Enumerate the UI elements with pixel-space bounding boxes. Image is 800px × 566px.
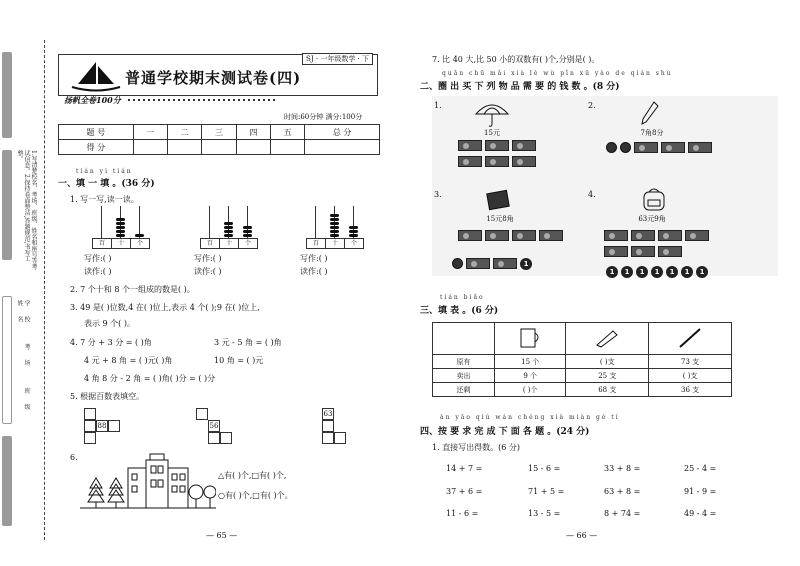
calc-item[interactable]: 14 + 7 = <box>446 464 483 473</box>
toothpaste-icon <box>593 327 621 349</box>
money-row <box>452 258 532 270</box>
q5: 5. 根据百数表填空。 <box>70 392 145 401</box>
bill-note[interactable] <box>539 230 563 241</box>
money-row <box>604 246 682 257</box>
bill-note[interactable] <box>634 142 658 153</box>
bill-note[interactable] <box>458 230 482 241</box>
q6: 6. <box>70 453 78 462</box>
q1: 1. 写一写,读一读。 <box>70 195 139 204</box>
score-label: 得 分 <box>59 140 134 155</box>
coin[interactable] <box>606 142 617 153</box>
calc-item[interactable]: 71 + 5 = <box>528 487 565 496</box>
calc-item[interactable]: 8 + 74 = <box>604 509 641 518</box>
page-title: 普通学校期末测试卷(四) <box>125 69 302 87</box>
bill-note[interactable] <box>512 140 536 151</box>
bill-note[interactable] <box>658 246 682 257</box>
side-tab-info <box>2 296 12 424</box>
page-number-right: — 66 — <box>566 531 598 540</box>
calc-item[interactable]: 13 - 5 = <box>528 509 561 518</box>
grid-cell[interactable] <box>84 420 96 432</box>
money-row <box>606 142 712 153</box>
backpack-icon <box>640 186 668 212</box>
bill-note[interactable] <box>685 230 709 241</box>
side-tab-bottom <box>2 436 12 526</box>
q6-text1: △有( )个,□有( )个, <box>218 471 287 480</box>
row-label: 卖出 <box>433 369 495 383</box>
q4-line2a: 4 元 + 8 角 = ( )元( )角 <box>84 356 173 365</box>
grid-cell[interactable] <box>196 408 208 420</box>
money-row <box>604 230 709 241</box>
coin[interactable]: 1 <box>681 266 693 278</box>
calculator-icon <box>484 188 512 212</box>
calc-item[interactable]: 63 + 8 = <box>604 487 641 496</box>
cup-icon <box>518 327 542 349</box>
write-answer[interactable]: 写作:( ) <box>84 254 112 263</box>
write-answer[interactable]: 写作:( ) <box>194 254 222 263</box>
score-header: 五 <box>270 125 304 140</box>
side-tab-middle <box>2 150 12 260</box>
grid-cell[interactable] <box>220 432 232 444</box>
grid-cell: 63 <box>323 410 333 418</box>
score-cell[interactable] <box>305 140 380 155</box>
abacus: 百 十 个 <box>200 206 258 250</box>
coin[interactable]: 1 <box>651 266 663 278</box>
bill-note[interactable] <box>661 142 685 153</box>
table-cell[interactable]: ( )支 <box>649 369 732 383</box>
grid-cell[interactable] <box>334 432 346 444</box>
q4-line1b: 3 元 - 5 角 = ( )角 <box>214 338 282 347</box>
dot-divider <box>128 99 276 101</box>
side-tab-top <box>2 52 12 138</box>
sec4-pinyin: àn yāo qiú wán chéng xià miàn gè tí <box>440 414 620 421</box>
item-price: 7角8分 <box>640 129 664 137</box>
sec2-title: 二、圈 出 买 下 列 物 品 需 要 的 钱 数 。(8 分) <box>420 82 620 92</box>
q4-line1a: 4. 7 分 + 3 分 = ( )角 <box>70 338 152 347</box>
calc-item[interactable]: 49 - 4 = <box>684 509 717 518</box>
coin[interactable]: 1 <box>636 266 648 278</box>
abacus: 百 十 个 <box>92 206 150 250</box>
brand-logo: 扬帆全卷100分 <box>64 95 121 105</box>
table-cell[interactable]: ( )个 <box>495 383 566 397</box>
q2: 2. 7 个十和 8 个一组成的数是( )。 <box>70 285 195 294</box>
table-cell[interactable]: ( )支 <box>566 355 649 369</box>
item-price: 63元9角 <box>638 215 666 223</box>
bill-note[interactable] <box>485 140 509 151</box>
table-cell: 25 支 <box>566 369 649 383</box>
score-header: 一 <box>133 125 167 140</box>
sec3-title: 三、填 表 。(6 分) <box>420 306 499 316</box>
grid-cell: 56 <box>209 422 219 430</box>
score-cell[interactable] <box>236 140 270 155</box>
q6-text2: ○有( )个,□有( )个。 <box>218 491 293 500</box>
bill-note[interactable] <box>485 230 509 241</box>
bill-note[interactable] <box>458 140 482 151</box>
bill-note[interactable] <box>466 258 490 269</box>
row-label: 还剩 <box>433 383 495 397</box>
bill-note[interactable] <box>604 246 628 257</box>
sec3-pinyin: tián biǎo <box>440 294 485 301</box>
grid-cell[interactable] <box>322 420 334 432</box>
q4-line3: 4 角 8 分 - 2 角 = ( )角( )分 = ( )分 <box>84 374 216 383</box>
money-row <box>458 156 536 167</box>
coin[interactable]: 1 <box>606 266 618 278</box>
sec1-title: 一、填 一 填 。(36 分) <box>58 179 155 189</box>
coin[interactable]: 1 <box>666 266 678 278</box>
sec1-pinyin: tián yi tián <box>76 168 133 175</box>
item-price: 15元8角 <box>486 215 514 223</box>
money-row <box>458 140 536 151</box>
bill-note[interactable] <box>604 230 628 241</box>
score-header: 四 <box>236 125 270 140</box>
item-number: 3. <box>434 190 442 199</box>
score-header: 三 <box>202 125 236 140</box>
sec2-pinyin: quān chū mǎi xià lè wù pǐn xū yào de qián shù <box>442 70 673 77</box>
read-answer[interactable]: 读作:( ) <box>300 267 328 276</box>
money-row <box>606 266 708 278</box>
item-price: 15元 <box>484 129 500 137</box>
grid-cell[interactable] <box>84 408 96 420</box>
pen-icon <box>676 327 704 349</box>
time-info: 时间:60分钟 满分:100分 <box>284 113 363 121</box>
bill-note[interactable] <box>688 142 712 153</box>
score-header: 题 号 <box>59 125 134 140</box>
item-number: 4. <box>588 190 596 199</box>
calc-item[interactable]: 25 - 4 = <box>684 464 717 473</box>
score-cell[interactable] <box>167 140 201 155</box>
pencil-icon <box>640 100 660 126</box>
write-answer[interactable]: 写作:( ) <box>300 254 328 263</box>
q3a: 3. 49 是( )位数,4 在( )位上,表示 4 个( );9 在( )位上, <box>70 303 260 312</box>
table-cell: 68 支 <box>566 383 649 397</box>
calc-item[interactable]: 91 - 9 = <box>684 487 717 496</box>
calc-item[interactable]: 37 + 6 = <box>446 487 483 496</box>
q4-line2b: 10 角 = ( )元 <box>214 356 264 365</box>
bill-note[interactable] <box>493 258 517 269</box>
side-notice: 1.写清楚校名、考场、班级、姓名和座号等考试信息。2.保持卷面整洁,答题规范,书写工整。 <box>16 150 37 270</box>
row-label: 原有 <box>433 355 495 369</box>
bill-note[interactable] <box>631 246 655 257</box>
grid-cell[interactable] <box>84 432 96 444</box>
read-answer[interactable]: 读作:( ) <box>84 267 112 276</box>
cut-line <box>44 40 45 540</box>
bill-note[interactable] <box>485 156 509 167</box>
score-table <box>58 124 380 155</box>
table-cell: 36 支 <box>649 383 732 397</box>
shapes-picture <box>80 452 216 510</box>
table-cell: 73 支 <box>649 355 732 369</box>
side-labels: 学校 考场 班级 姓名 <box>16 300 30 420</box>
coin[interactable] <box>452 258 463 269</box>
coin[interactable]: 1 <box>696 266 708 278</box>
calc-item[interactable]: 11 - 6 = <box>446 509 479 518</box>
sub1: 1. 直接写出得数。(6 分) <box>432 443 521 452</box>
q3b: 表示 9 个( )。 <box>84 319 135 328</box>
grid-cell[interactable] <box>322 432 334 444</box>
coin[interactable] <box>620 142 631 153</box>
coin[interactable]: 1 <box>520 258 532 270</box>
item-number: 1. <box>434 101 442 110</box>
bill-note[interactable] <box>512 230 536 241</box>
abacus: 百 十 个 <box>306 206 364 250</box>
bill-note[interactable] <box>512 156 536 167</box>
grid-cell[interactable] <box>108 420 120 432</box>
sailboat-icon <box>70 58 122 94</box>
score-cell[interactable] <box>202 140 236 155</box>
grid-cell: 88 <box>97 422 107 430</box>
table-cell: 9 个 <box>495 369 566 383</box>
score-cell[interactable] <box>270 140 304 155</box>
table-cell: 15 个 <box>495 355 566 369</box>
score-header: 二 <box>167 125 201 140</box>
coin[interactable]: 1 <box>621 266 633 278</box>
bill-note[interactable] <box>658 230 682 241</box>
score-cell[interactable] <box>133 140 167 155</box>
q7: 7. 比 40 大,比 50 小的双数有( )个,分别是( )。 <box>432 55 600 64</box>
calc-item[interactable]: 15 - 6 = <box>528 464 561 473</box>
bill-note[interactable] <box>631 230 655 241</box>
money-row <box>458 230 563 241</box>
read-answer[interactable]: 读作:( ) <box>194 267 222 276</box>
page-number-left: — 65 — <box>206 531 238 540</box>
grid-cell[interactable] <box>208 432 220 444</box>
score-header: 总 分 <box>305 125 380 140</box>
umbrella-icon <box>474 100 510 128</box>
sec4-title: 四、按 要 求 完 成 下 面 各 题 。(24 分) <box>420 427 590 437</box>
item-number: 2. <box>588 101 596 110</box>
bill-note[interactable] <box>458 156 482 167</box>
grade-label: SJ · 一年级数学 · 下 <box>302 53 373 65</box>
goods-table <box>432 322 732 397</box>
calc-item[interactable]: 33 + 8 = <box>604 464 641 473</box>
